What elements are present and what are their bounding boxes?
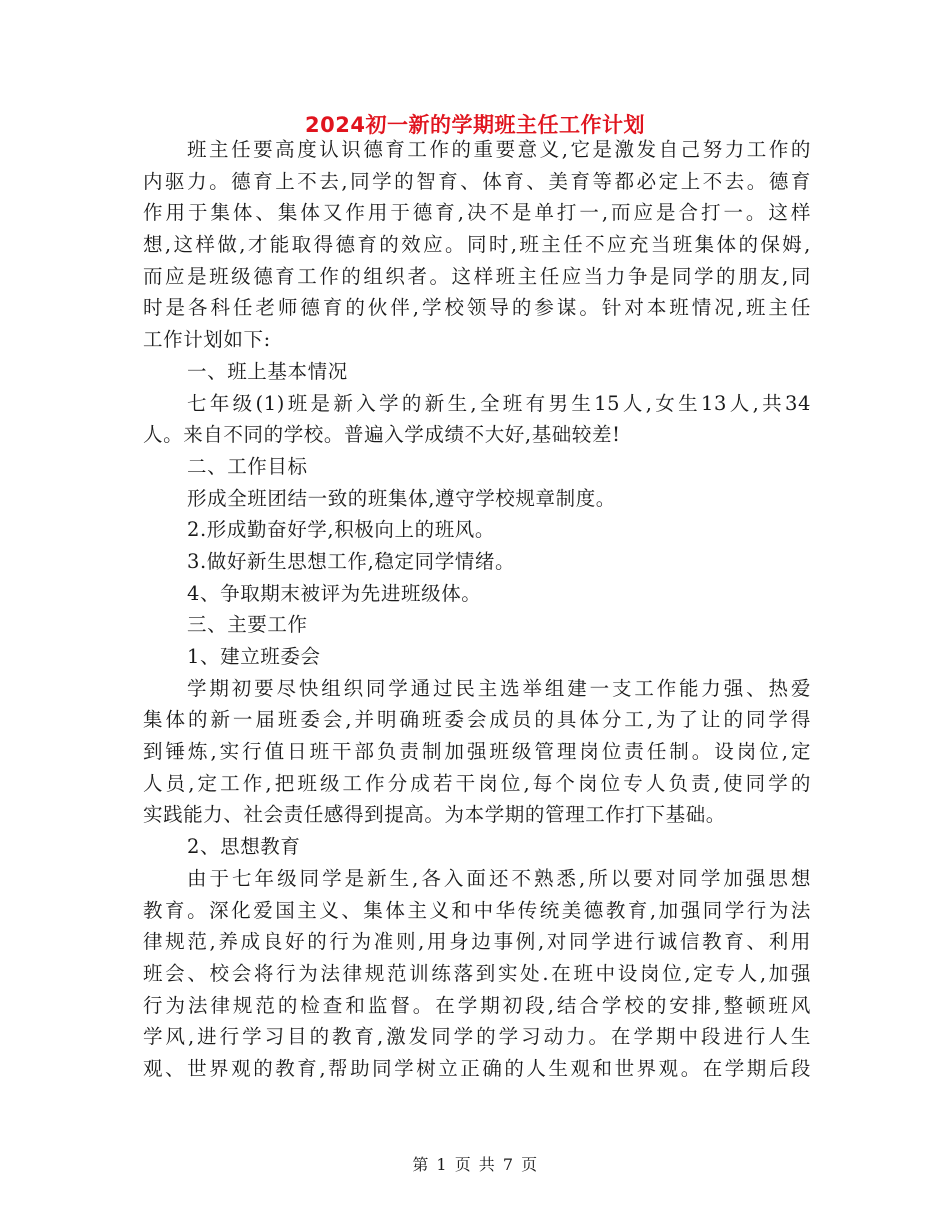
list-item: 4、争取期末被评为先进班级体。	[187, 581, 482, 605]
section-heading: 三、主要工作	[187, 613, 308, 637]
list-item: 3.做好新生思想工作,稳定同学情绪。	[187, 549, 516, 573]
paragraph-line: 工作计划如下:	[143, 328, 271, 352]
list-item: 2.形成勤奋好学,积极向上的班风。	[187, 518, 496, 542]
paragraph-line: 班主任要高度认识德育工作的重要意义,它是激发自己努力工作的	[187, 138, 811, 161]
section-heading: 一、班上基本情况	[187, 359, 348, 383]
page-footer: 第 1 页 共 7 页	[412, 1155, 538, 1174]
paragraph-line: 作用于集体、集体又作用于德育,决不是单打一,而应是合打一。这样	[143, 201, 811, 225]
paragraph-line: 律规范,养成良好的行为准则,用身边事例,对同学进行诚信教育、利用	[143, 930, 811, 954]
paragraph-line: 班会、校会将行为法律规范训练落到实处.在班中设岗位,定专人,加强	[143, 961, 811, 985]
paragraph-line: 实践能力、社会责任感得到提高。为本学期的管理工作打下基础。	[143, 803, 726, 827]
list-item: 形成全班团结一致的班集体,遵守学校规章制度。	[187, 486, 616, 510]
paragraph-line: 行为法律规范的检查和监督。在学期初段,结合学校的安排,整顿班风	[143, 993, 811, 1017]
paragraph-line: 时是各科任老师德育的伙伴,学校领导的参谋。针对本班情况,班主任	[143, 296, 811, 320]
paragraph-line: 七年级(1)班是新入学的新生,全班有男生15人,女生13人,共34	[187, 391, 811, 415]
subsection-heading: 1、建立班委会	[187, 645, 321, 668]
document-title: 2024初一新的学期班主任工作计划	[305, 113, 645, 137]
paragraph-line: 人员,定工作,把班级工作分成若干岗位,每个岗位专人负责,使同学的	[143, 771, 811, 795]
paragraph-line: 学期初要尽快组织同学通过民主选举组建一支工作能力强、热爱	[187, 676, 811, 700]
paragraph-line: 人。来自不同的学校。普遍入学成绩不大好,基础较差!	[143, 423, 621, 447]
paragraph-line: 想,这样做,才能取得德育的效应。同时,班主任不应充当班集体的保姆,	[143, 233, 811, 257]
paragraph-line: 而应是班级德育工作的组织者。这样班主任应当力争是同学的朋友,同	[143, 264, 811, 288]
paragraph-line: 由于七年级同学是新生,各入面还不熟悉,所以要对同学加强思想	[187, 866, 811, 890]
paragraph-line: 学风,进行学习目的教育,激发同学的学习动力。在学期中段进行人生	[143, 1025, 811, 1049]
subsection-heading: 2、思想教育	[187, 835, 301, 859]
paragraph-line: 集体的新一届班委会,并明确班委会成员的具体分工,为了让的同学得	[143, 708, 811, 732]
document-body	[143, 134, 811, 1085]
paragraph-line: 到锤炼,实行值日班干部负责制加强班级管理岗位责任制。设岗位,定	[143, 740, 811, 764]
paragraph-line: 教育。深化爱国主义、集体主义和中华传统美德教育,加强同学行为法	[143, 898, 811, 922]
paragraph-line: 观、世界观的教育,帮助同学树立正确的人生观和世界观。在学期后段	[143, 1056, 811, 1080]
paragraph-line: 内驱力。德育上不去,同学的智育、体育、美育等都必定上不去。德育	[143, 169, 811, 193]
section-heading: 二、工作目标	[187, 454, 308, 478]
